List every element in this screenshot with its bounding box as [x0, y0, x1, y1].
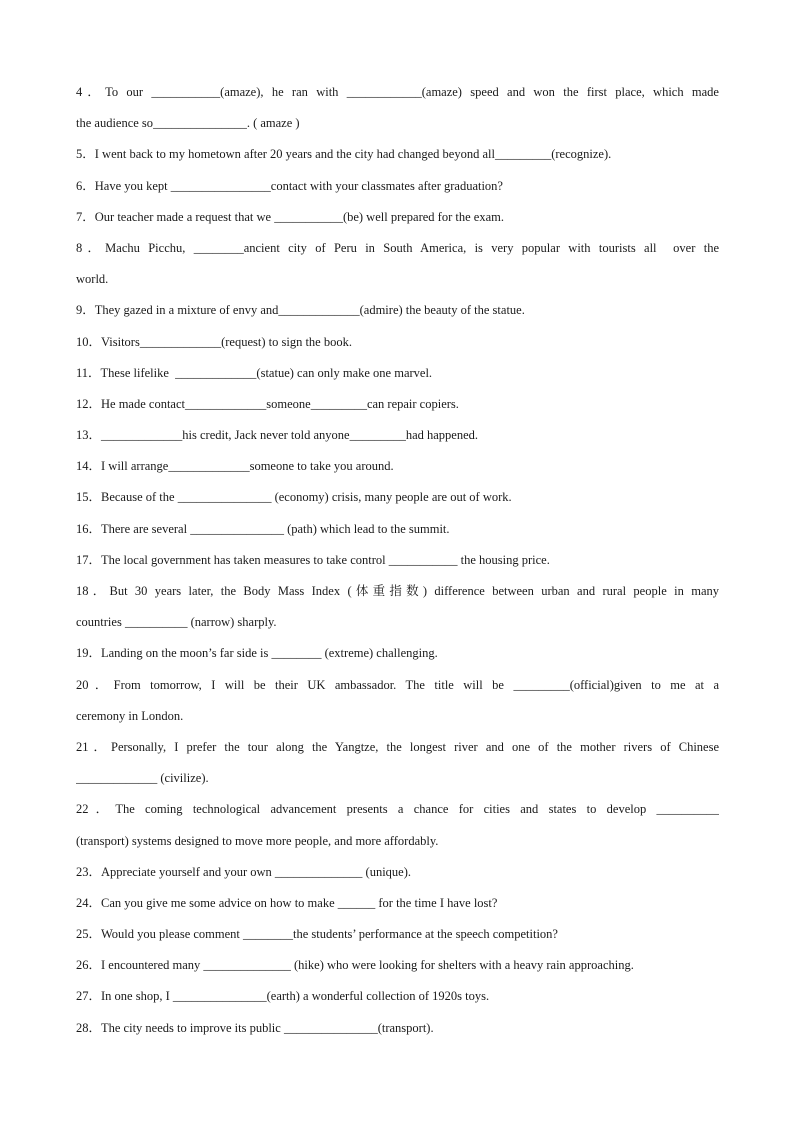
- answer-blank: _________: [310, 396, 367, 411]
- exercise-text: 25．Would you please comment: [76, 927, 244, 942]
- exercise-text: countries: [76, 615, 125, 630]
- exercise-text: 22．The coming technological advancement presents a chance for cities and states to develop: [76, 802, 657, 817]
- exercise-line: [76, 421, 719, 452]
- answer-blank: ______: [337, 895, 376, 910]
- exercise-text: 26．I encountered many: [76, 958, 204, 973]
- exercise-line: [76, 795, 719, 826]
- exercise-text: 21．Personally, I prefer the tour along the Yangtze, the longest river and one of the mother rivers of Chinese: [76, 739, 719, 754]
- answer-blank: __________: [124, 615, 188, 630]
- answer-blank: _____________: [185, 396, 267, 411]
- answer-blank: _____________: [278, 303, 360, 318]
- answer-blank: ___________: [388, 552, 458, 567]
- exercise-text: the audience so: [76, 116, 154, 131]
- exercise-text: had happened.: [405, 428, 479, 443]
- exercise-text: 16．There are several: [76, 521, 191, 536]
- exercise-line: [76, 203, 719, 234]
- exercise-text: (hike) who were looking for shelters with a heavy rain approaching.: [290, 958, 634, 973]
- exercise-line: [76, 608, 719, 639]
- answer-blank: _____________: [175, 365, 257, 380]
- exercise-text: (civilize).: [157, 771, 209, 786]
- answer-blank: _____________: [76, 771, 158, 786]
- exercise-text: can repair copiers.: [366, 396, 459, 411]
- exercise-text: 20．From tomorrow, I will be their UK ambassador. The title will be: [76, 677, 514, 692]
- exercise-text: (narrow) sharply.: [187, 615, 277, 630]
- answer-blank: _______________: [177, 490, 272, 505]
- exercise-line: [76, 296, 719, 327]
- answer-blank: _______________: [283, 1020, 378, 1035]
- answer-blank: _______________: [153, 116, 247, 131]
- exercise-line: [76, 577, 719, 608]
- exercise-line: [76, 140, 719, 171]
- exercise-text: 9．They gazed in a mixture of envy and: [76, 303, 279, 318]
- exercise-text: 23．Appreciate yourself and your own: [76, 864, 275, 879]
- answer-blank: _______________: [190, 521, 284, 536]
- exercise-line: [76, 78, 719, 109]
- exercise-text: the housing price.: [457, 552, 550, 567]
- exercise-text: (official)given to me at a: [569, 677, 719, 692]
- exercise-line: [76, 172, 719, 203]
- exercise-text: ceremony in London.: [76, 708, 184, 723]
- exercise-line: [76, 109, 719, 140]
- exercise-line: [76, 920, 719, 951]
- exercise-text: (economy) crisis, many people are out of work.: [271, 490, 512, 505]
- exercise-text: (transport).: [377, 1020, 434, 1035]
- exercise-text: 4．To our: [76, 85, 152, 99]
- exercise-text: 12．He made contact: [76, 396, 185, 411]
- answer-blank: _____________: [101, 428, 183, 443]
- exercise-text: 6．Have you kept: [76, 178, 171, 193]
- answer-blank: _____________: [139, 334, 222, 349]
- exercise-text: (earth) a wonderful collection of 1920s toys.: [266, 989, 490, 1004]
- exercise-text: (amaze), he ran with: [220, 85, 347, 99]
- exercise-list: [76, 78, 719, 1045]
- exercise-text: 18．But 30 years later, the Body Mass Index (体重指数) difference between urban and rural people in many: [76, 584, 719, 598]
- exercise-line: [76, 639, 719, 670]
- exercise-text: 14．I will arrange: [76, 459, 169, 474]
- exercise-text: 15．Because of the: [76, 490, 178, 505]
- exercise-line: [76, 858, 719, 889]
- exercise-line: [76, 515, 719, 546]
- exercise-text: someone: [266, 396, 311, 411]
- answer-blank: _____________: [168, 459, 250, 474]
- answer-blank: ______________: [274, 864, 363, 879]
- answer-blank: _________: [349, 428, 406, 443]
- answer-blank: ________: [243, 927, 294, 942]
- exercise-line: [76, 889, 719, 920]
- exercise-text: 5．I went back to my hometown after 20 years and the city had changed beyond all: [76, 147, 495, 162]
- exercise-line: [76, 982, 719, 1013]
- exercise-line: [76, 452, 719, 483]
- exercise-text: (recognize).: [551, 147, 612, 162]
- exercise-text: 17．The local government has taken measures to take control: [76, 552, 389, 567]
- exercise-line: [76, 359, 719, 390]
- exercise-line: [76, 764, 719, 795]
- answer-blank: __________: [656, 802, 719, 817]
- exercise-text: 13．: [76, 428, 102, 443]
- answer-blank: _________: [494, 147, 552, 162]
- exercise-text: someone to take you around.: [249, 459, 394, 474]
- exercise-line: [76, 483, 719, 514]
- exercise-line: [76, 265, 719, 296]
- answer-blank: ____________: [346, 85, 422, 99]
- answer-blank: ________________: [170, 178, 271, 193]
- exercise-text: 11．These lifelike: [76, 365, 176, 380]
- exercise-text: world.: [76, 272, 109, 287]
- answer-blank: ______________: [203, 958, 291, 973]
- exercise-text: contact with your classmates after graduation?: [270, 178, 503, 193]
- exercise-text: 10．Visitors: [76, 334, 140, 349]
- exercise-text: (path) which lead to the summit.: [283, 521, 450, 536]
- exercise-text: (be) well prepared for the exam.: [342, 209, 504, 224]
- exercise-text: his credit, Jack never told anyone: [182, 428, 350, 443]
- answer-blank: _________: [513, 677, 570, 692]
- exercise-text: 28．The city needs to improve its public: [76, 1020, 284, 1035]
- answer-blank: ________: [193, 240, 244, 255]
- exercise-text: for the time I have lost?: [375, 895, 498, 910]
- exercise-text: ancient city of Peru in South America, is very popular with tourists all over the: [243, 240, 719, 255]
- answer-blank: ___________: [151, 85, 221, 99]
- exercise-text: 7．Our teacher made a request that we: [76, 209, 275, 224]
- answer-blank: ___________: [274, 209, 343, 224]
- exercise-line: [76, 827, 719, 858]
- answer-blank: ________: [271, 646, 322, 661]
- exercise-text: 27．In one shop, I: [76, 989, 173, 1004]
- exercise-text: 8．Machu Picchu,: [76, 240, 194, 255]
- exercise-line: [76, 390, 719, 421]
- exercise-text: (amaze) speed and won the first place, which made: [421, 85, 719, 99]
- exercise-line: [76, 671, 719, 702]
- exercise-text: (statue) can only make one marvel.: [256, 365, 433, 380]
- exercise-line: [76, 546, 719, 577]
- exercise-text: 24．Can you give me some advice on how to make: [76, 895, 338, 910]
- exercise-line: [76, 234, 719, 265]
- exercise-line: [76, 702, 719, 733]
- answer-blank: _______________: [172, 989, 267, 1004]
- exercise-text: (transport) systems designed to move more people, and more affordably.: [76, 833, 439, 848]
- exercise-text: (request) to sign the book.: [221, 334, 352, 349]
- exercise-text: the students’ performance at the speech competition?: [293, 927, 558, 942]
- exercise-line: [76, 1014, 719, 1045]
- exercise-text: (extreme) challenging.: [321, 646, 438, 661]
- exercise-text: (admire) the beauty of the statue.: [359, 303, 525, 318]
- exercise-text: (unique).: [362, 864, 412, 879]
- exercise-line: [76, 733, 719, 764]
- exercise-line: [76, 951, 719, 982]
- exercise-text: . ( amaze ): [246, 116, 300, 131]
- exercise-line: [76, 328, 719, 359]
- exercise-text: 19．Landing on the moon’s far side is: [76, 646, 272, 661]
